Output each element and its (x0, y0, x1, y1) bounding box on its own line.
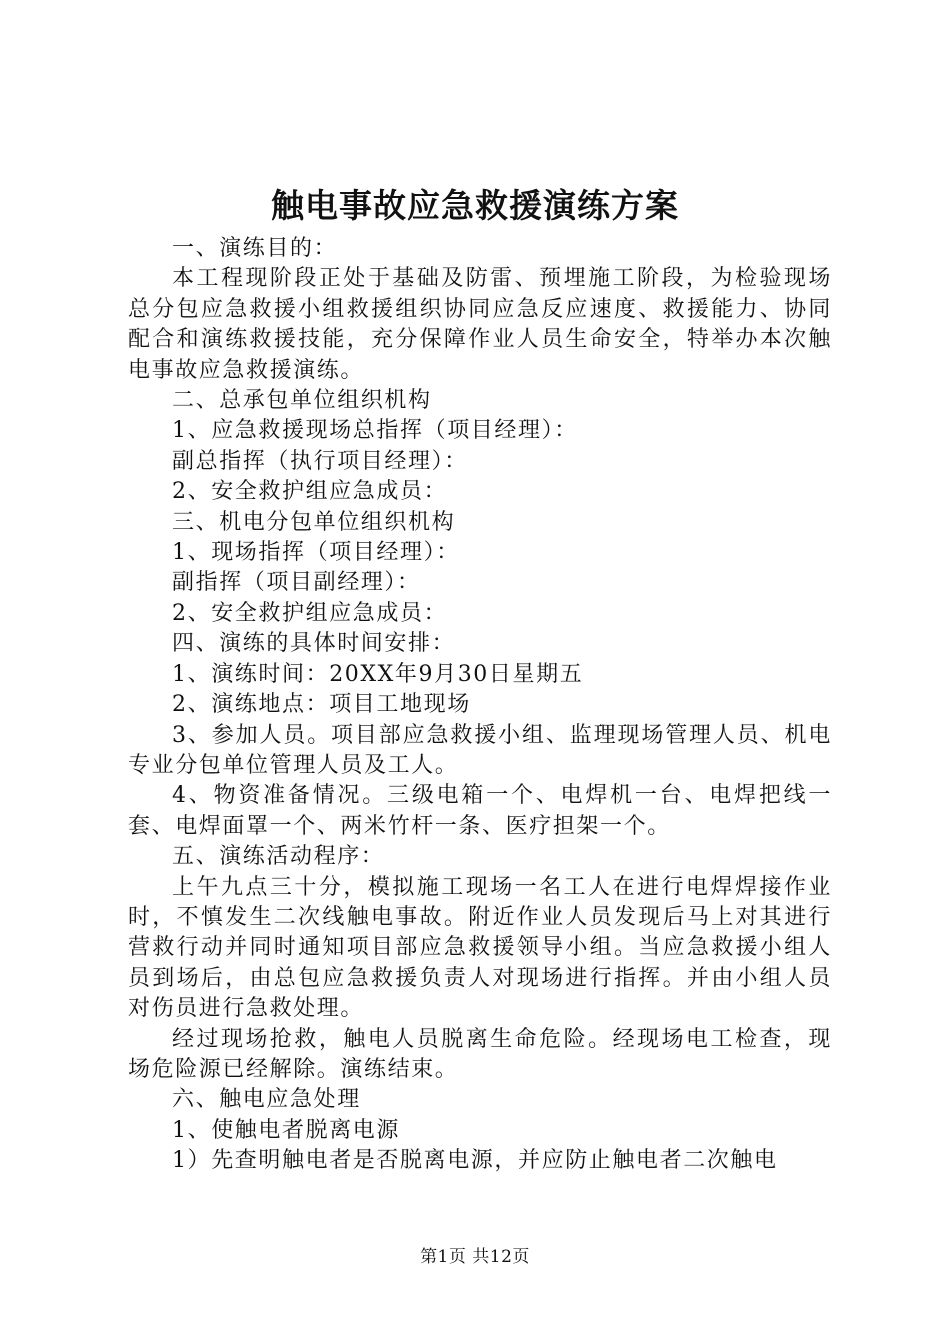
list-item-deputy-commander: 副总指挥（执行项目经理）： (172, 448, 468, 474)
paragraph-result: 经过现场抢救，触电人员脱离生命危险。经现场电工检查，现场危险源已经解除。演练结束。 (128, 1026, 832, 1082)
section-heading-purpose: 一、演练目的： (172, 236, 338, 261)
list-item-disconnect-power: 1、使触电者脱离电源 (172, 1117, 400, 1143)
section-heading-emergency-handling: 六、触电应急处理 (172, 1087, 361, 1113)
list-item-deputy-site-commander: 副指挥（项目副经理）： (172, 570, 421, 596)
list-item-commander: 1、应急救援现场总指挥（项目经理）： (172, 418, 578, 444)
list-item-check-power: 1）先查明触电者是否脱离电源，并应防止触电者二次触电 (172, 1148, 778, 1174)
section-heading-general-contractor: 二、总承包单位组织机构 (172, 388, 432, 414)
list-item-site-commander: 1、现场指挥（项目经理）： (172, 540, 460, 566)
page-footer (0, 1242, 950, 1267)
paragraph-purpose: 本工程现阶段正处于基础及防雷、预埋施工阶段，为检验现场总分包应急救援小组救援组织协同应急反应速度、救援能力、协同配合和演练救援技能，充分保障作业人员生命安全，特举办本次触电事故应急救援演练。 (128, 266, 832, 383)
page-number: 第1页 共12页 (420, 1247, 530, 1267)
section-heading-procedure: 五、演练活动程序： (172, 844, 385, 870)
list-item-participants: 3、参加人员。项目部应急救援小组、监理现场管理人员、机电专业分包单位管理人员及工人。 (128, 722, 832, 778)
list-item-sub-rescue-team: 2、安全救护组应急成员： (172, 600, 448, 626)
section-heading-schedule: 四、演练的具体时间安排： (172, 631, 456, 657)
document-title: 触电事故应急救援演练方案 (271, 186, 679, 225)
list-item-rescue-team: 2、安全救护组应急成员： (172, 479, 448, 505)
document-body (128, 234, 832, 1177)
list-item-drill-location: 2、演练地点：项目工地现场 (172, 692, 471, 718)
list-item-materials: 4、物资准备情况。三级电箱一个、电焊机一台、电焊把线一套、电焊面罩一个、两米竹杆一条、医疗担架一个。 (128, 783, 832, 839)
paragraph-procedure: 上午九点三十分，模拟施工现场一名工人在进行电焊焊接作业时，不慎发生二次线触电事故。附近作业人员发现后马上对其进行营救行动并同时通知项目部应急救援领导小组。当应急救援小组人员到场后，由总包应急救援负责人对现场进行指挥。并由小组人员对伤员进行急救处理。 (128, 874, 832, 1022)
section-heading-subcontractor: 三、机电分包单位组织机构 (172, 509, 456, 535)
list-item-drill-time: 1、演练时间：20XX年9月30日星期五 (172, 661, 584, 687)
